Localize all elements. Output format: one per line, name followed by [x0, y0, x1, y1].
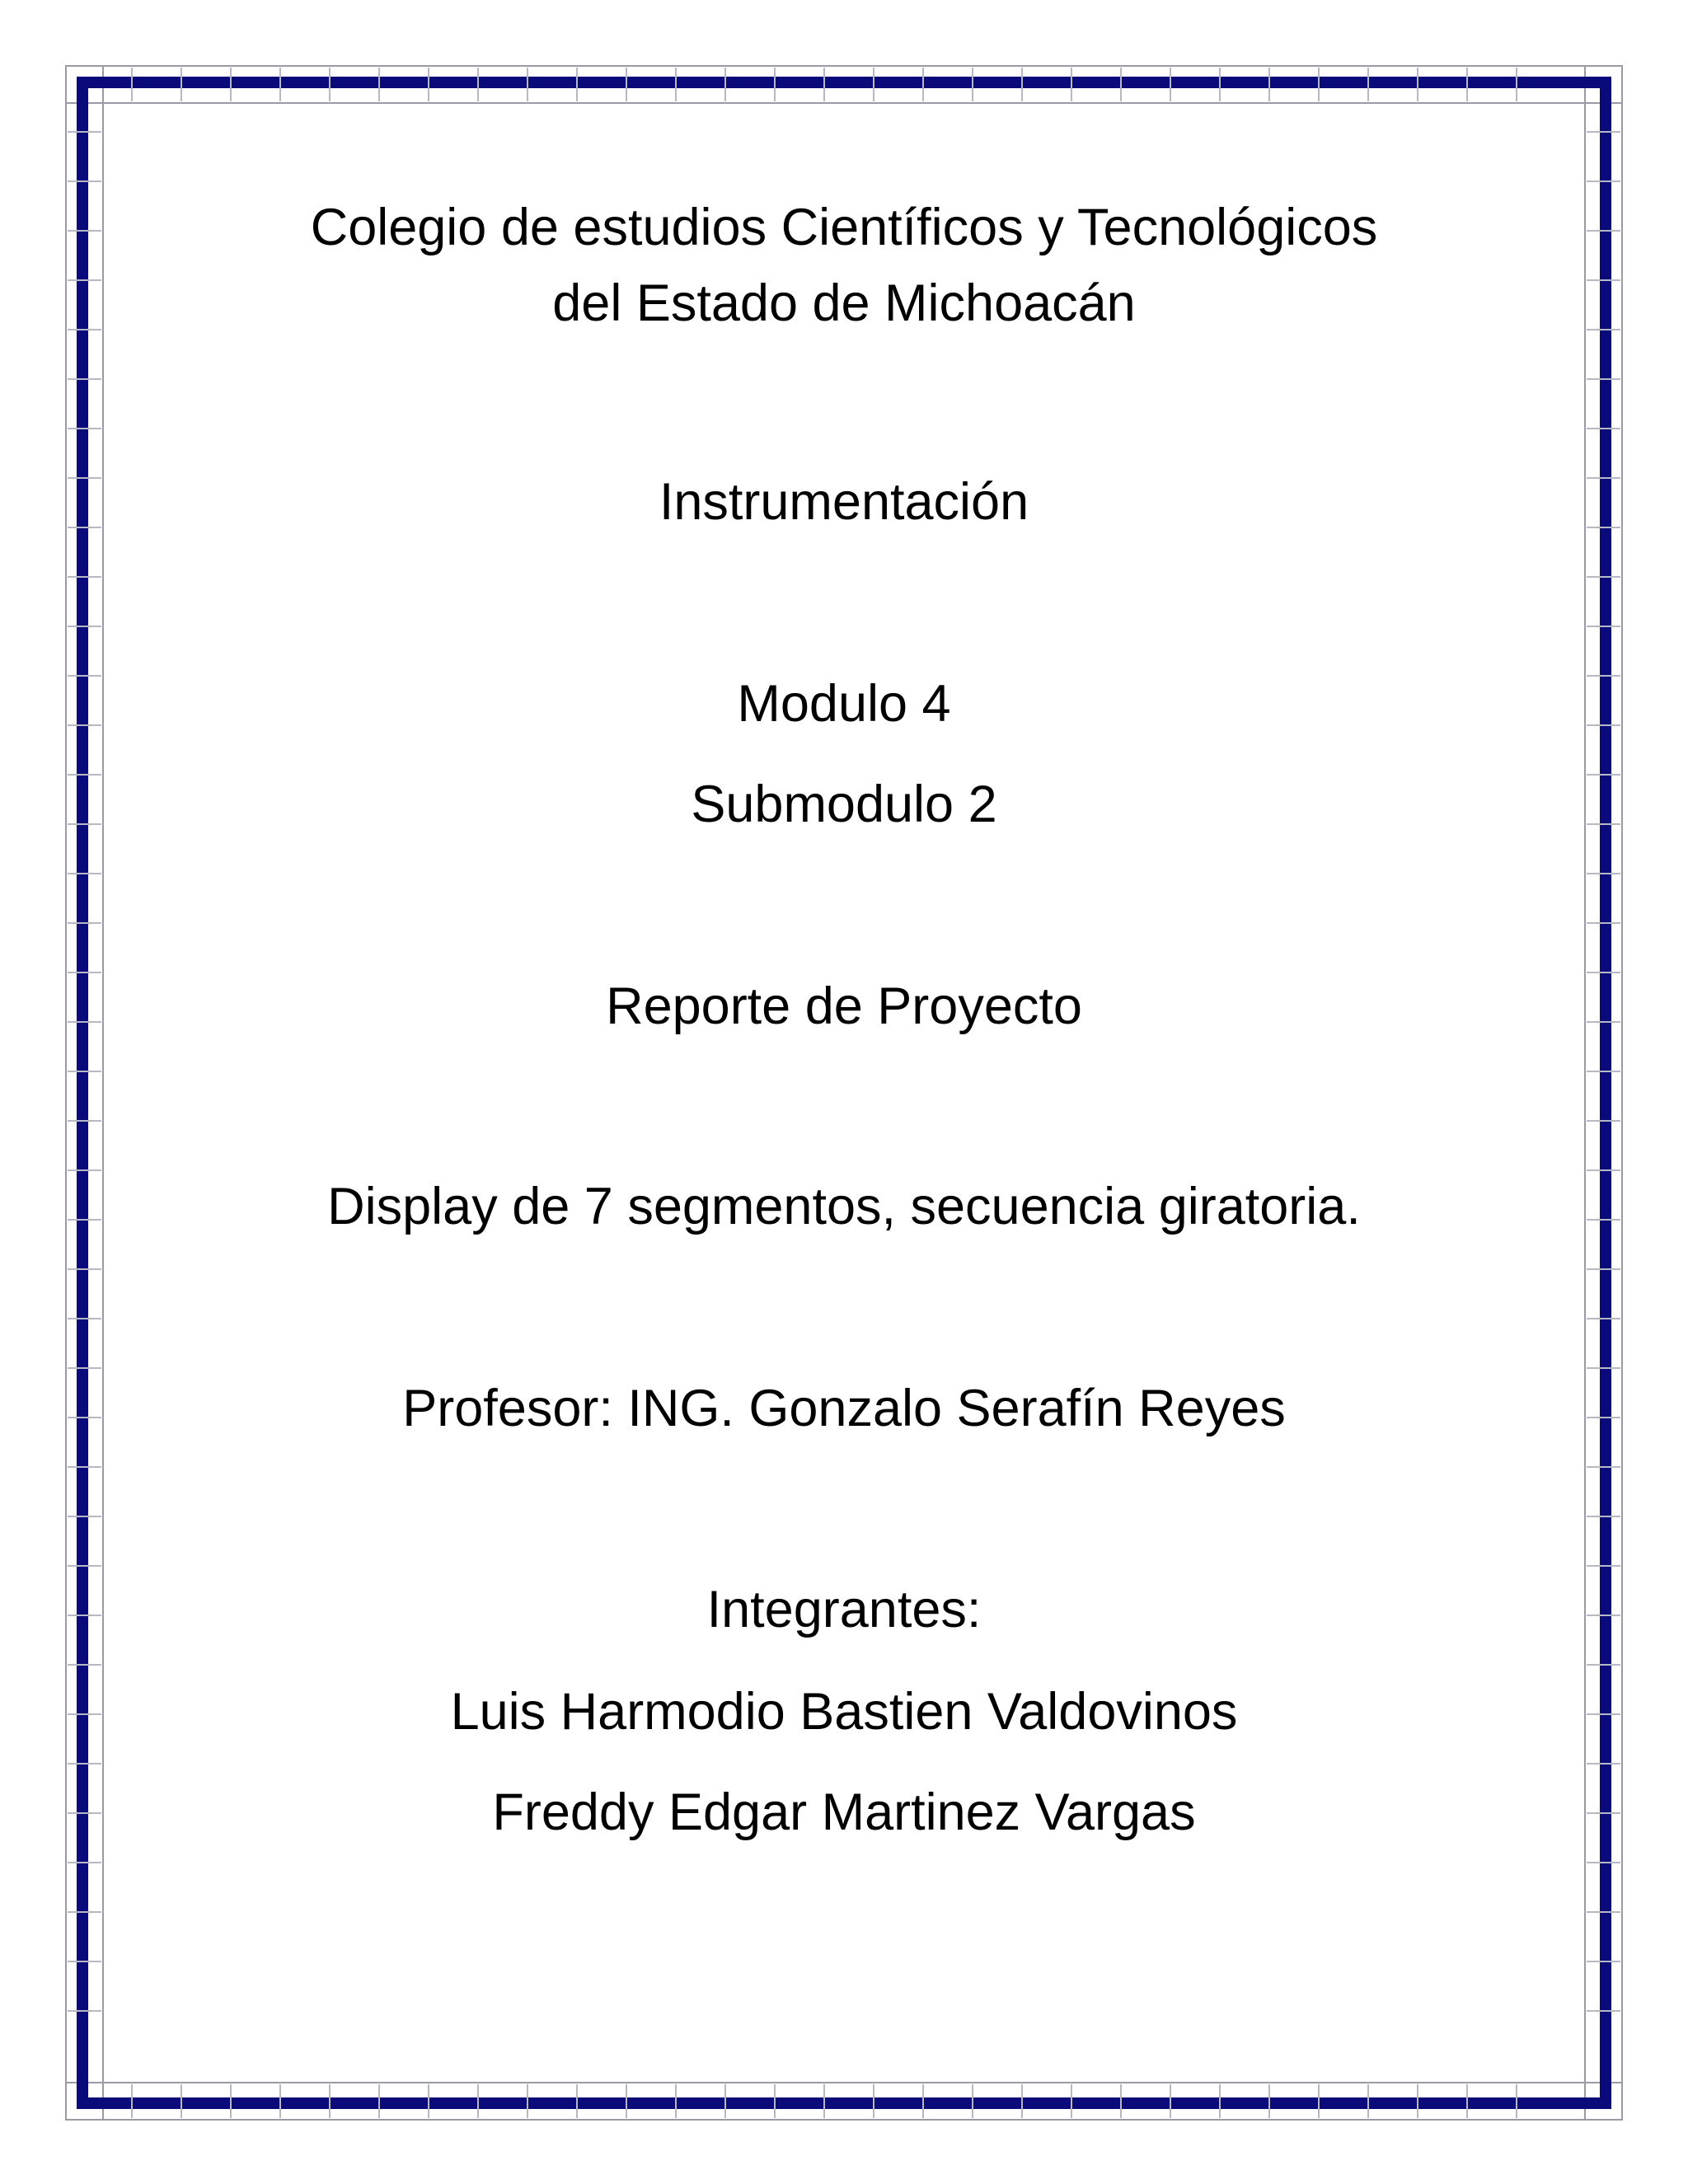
subject-title: Instrumentación: [659, 473, 1029, 531]
module-label: Modulo 4: [737, 675, 951, 733]
institution-line-1: Colegio de estudios Científicos y Tecnológicos: [310, 199, 1378, 256]
report-type: Reporte de Proyecto: [606, 977, 1082, 1035]
member-name: Luis Harmodio Bastien Valdovinos: [450, 1683, 1238, 1741]
professor-line: Profesor: ING. Gonzalo Serafín Reyes: [402, 1380, 1286, 1437]
institution-line-2: del Estado de Michoacán: [552, 274, 1136, 332]
submodule-label: Submodulo 2: [691, 776, 997, 833]
project-title: Display de 7 segmentos, secuencia giratoria.: [327, 1178, 1361, 1235]
member-name: Freddy Edgar Martinez Vargas: [492, 1783, 1196, 1841]
members-heading: Integrantes:: [706, 1581, 982, 1638]
